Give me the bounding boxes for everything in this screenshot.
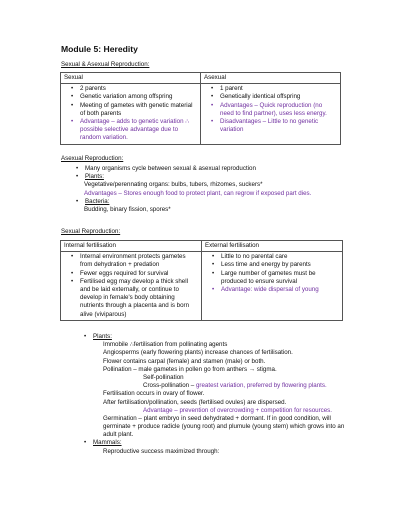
table-header-asexual: Asexual: [201, 73, 341, 84]
table-cell-sexual: [61, 84, 201, 144]
table-cell-asexual: [201, 84, 341, 144]
plants-notes: [61, 333, 361, 456]
section-heading-sexual-reproduction: Sexual Reproduction:: [61, 228, 121, 235]
list-item: [77, 439, 361, 447]
page-title: Module 5: Heredity: [61, 44, 138, 54]
list-item: • 1 parent: [204, 85, 337, 93]
text-line: Fertilisation occurs in ovary of flower.: [103, 390, 205, 398]
text-line: Germination – plant embryo in seed dehydrated + dormant. If in good condition, will germinate + produce radicle (young root) and plumule (young stem) which grows into an adult plant.: [103, 414, 345, 439]
list-item: • 2 parents: [64, 85, 197, 93]
text-line: Immobile ∴fertilisation from pollinating agents: [103, 341, 228, 349]
cross-pollination-label: Cross-pollination –: [143, 382, 196, 390]
list-item: • Advantages – Quick reproduction (no need to find partner), uses less energy.: [204, 102, 337, 118]
bacteria-line: Budding, binary fission, spores*: [84, 205, 171, 213]
cross-pollination-note: greatest variation, preferred by flowering plants.: [195, 382, 327, 390]
list-item: • Less time and energy by parents: [205, 261, 339, 269]
section-heading-asexual-reproduction: Asexual Reproduction:: [61, 155, 124, 162]
table-header-external: External fertilisation: [202, 241, 343, 252]
plants-advantage-line: Advantages – Stores enough food to protect plant, can regrow if exposed part dies.: [84, 189, 312, 197]
section-heading-sexual-asexual: Sexual & Asexual Reproduction:: [61, 61, 150, 68]
table-header-internal: Internal fertilisation: [61, 241, 202, 252]
text-line: Self-pollination: [143, 373, 184, 381]
list-item: • Fertilised egg may develop a thick shell and be laid externally, or continue to develop in female's body obtaining nutrients through a placenta and is born alive (viviparous): [64, 278, 198, 319]
list-item: • Disadvantages – Little to no genetic variation: [204, 118, 337, 134]
text-line: Flower contains carpal (female) and stamen (male) or both.: [103, 357, 266, 365]
list-item: • Many organisms cycle between sexual & asexual reproduction: [69, 165, 361, 173]
plants-heading: Plants:: [93, 333, 112, 340]
text-line: [61, 382, 361, 390]
table-cell-internal: [61, 252, 202, 321]
list-item: • Genetic variation among offspring: [64, 93, 197, 101]
table-header-sexual: Sexual: [61, 73, 201, 84]
list-item: • Large number of gametes must be produced to ensure survival: [205, 270, 339, 286]
text-line: Reproductive success maximized through:: [103, 447, 220, 455]
text-line: After fertilisation/pollination, seeds (fertilised ovules) are dispersed.: [103, 398, 287, 406]
asexual-notes: [61, 165, 361, 214]
list-item: [69, 198, 361, 206]
list-item: • Internal environment protects gametes from dehydration + predation: [64, 253, 198, 269]
text-line: Pollination – male gametes in pollen go from anthers → stigma.: [103, 365, 277, 373]
text-line: Angiosperms (early flowering plants) increase chances of fertilisation.: [103, 349, 293, 357]
sexual-asexual-table: [60, 72, 341, 145]
list-item: • Meeting of gametes with genetic material of both parents: [64, 102, 197, 118]
list-item: • Fewer eggs required for survival: [64, 270, 198, 278]
text-line: Advantage – prevention of overcrowding + competition for resources.: [143, 406, 332, 414]
plants-label: Plants:: [85, 173, 104, 181]
list-item: • Advantage – adds to genetic variation ∴ possible selective advantage due to random variation.: [64, 118, 197, 143]
list-item: • Genetically identical offspring: [204, 93, 337, 101]
list-item: [69, 173, 361, 181]
table-cell-external: [202, 252, 343, 321]
list-item: • Advantage: wide dispersal of young: [205, 286, 339, 294]
fertilisation-table: [60, 240, 343, 321]
list-item: • Little to no parental care: [205, 253, 339, 261]
plants-line: Vegetative/perennating organs: bulbs, tubers, rhizomes, suckers*: [84, 181, 263, 189]
bacteria-label: Bacteria:: [85, 197, 110, 205]
list-item: [77, 333, 361, 341]
mammals-heading: Mammals:: [93, 439, 122, 447]
